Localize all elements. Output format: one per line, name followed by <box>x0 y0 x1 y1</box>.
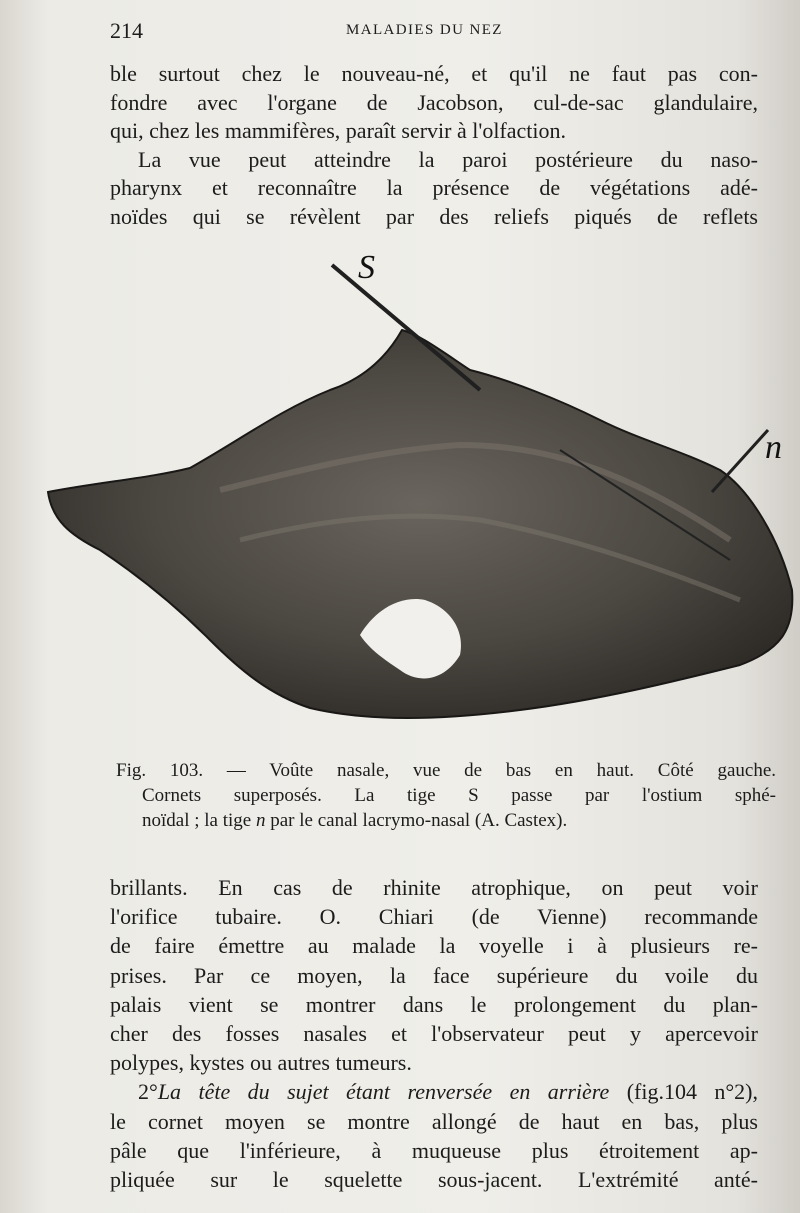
probe-n <box>712 430 768 492</box>
figure-103 <box>40 240 800 740</box>
paragraph-italic-lead: La tête du sujet étant renversée en arrière <box>157 1079 610 1105</box>
text-line: pâle que l'inférieure, à muqueuse plus étroitement ap- <box>110 1137 758 1163</box>
paragraph-number: 2° <box>138 1079 158 1105</box>
text-line: le cornet moyen se montre allongé de haut en bas, plus <box>110 1108 758 1134</box>
figure-caption <box>116 758 776 833</box>
text-line: pliquée sur le squelette sous-jacent. L'extrémité anté- <box>110 1166 758 1192</box>
text-line: cher des fosses nasales et l'observateur peut y apercevoir <box>110 1020 758 1046</box>
text-line: l'orifice tubaire. O. Chiari (de Vienne) recommande <box>110 904 758 930</box>
text-line: noïdes qui se révèlent par des reliefs piqués de reflets <box>110 203 758 229</box>
running-title: MALADIES DU NEZ <box>346 22 503 38</box>
label-s: S <box>358 249 375 286</box>
caption-italic-n: n <box>255 810 266 831</box>
caption-line: Fig. 103. — Voûte nasale, vue de bas en haut. Côté gauche. <box>116 760 776 781</box>
top-paragraph <box>110 60 758 231</box>
caption-line <box>116 808 776 833</box>
page-number: 214 <box>110 18 143 43</box>
caption-text: noïdal ; la tige <box>142 810 256 831</box>
page-header <box>110 18 750 48</box>
caption-text: par le canal lacrymo-nasal (A. Castex). <box>265 810 568 831</box>
text-line: brillants. En cas de rhinite atrophique, on peut voir <box>110 875 758 900</box>
caption-line: Cornets superposés. La tige S passe par l'ostium sphé- <box>142 785 776 806</box>
text-line: qui, chez les mammifères, paraît servir à l'olfaction. <box>110 118 567 143</box>
text-line: prises. Par ce moyen, la face supérieure du voile du <box>110 962 758 988</box>
figure-reference: (fig.104 n°2), <box>609 1079 758 1105</box>
text-line: polypes, kystes ou autres tumeurs. <box>110 1050 412 1076</box>
text-line: de faire émettre au malade la voyelle i à plusieurs re- <box>110 933 758 959</box>
text-line: La vue peut atteindre la paroi postérieure du naso- <box>138 146 758 172</box>
bottom-paragraph <box>110 873 758 1194</box>
nasal-vault-illustration <box>40 240 800 740</box>
text-line: ble surtout chez le nouveau-né, et qu'il ne faut pas con- <box>110 61 758 86</box>
text-line: palais vient se montrer dans le prolongement du plan- <box>110 991 758 1017</box>
text-line: pharynx et reconnaître la présence de végétations adé- <box>110 175 758 200</box>
paragraph-two-heading <box>110 1077 758 1106</box>
text-line: fondre avec l'organe de Jacobson, cul-de-sac glandulaire, <box>110 89 758 115</box>
label-n: n <box>765 429 782 466</box>
